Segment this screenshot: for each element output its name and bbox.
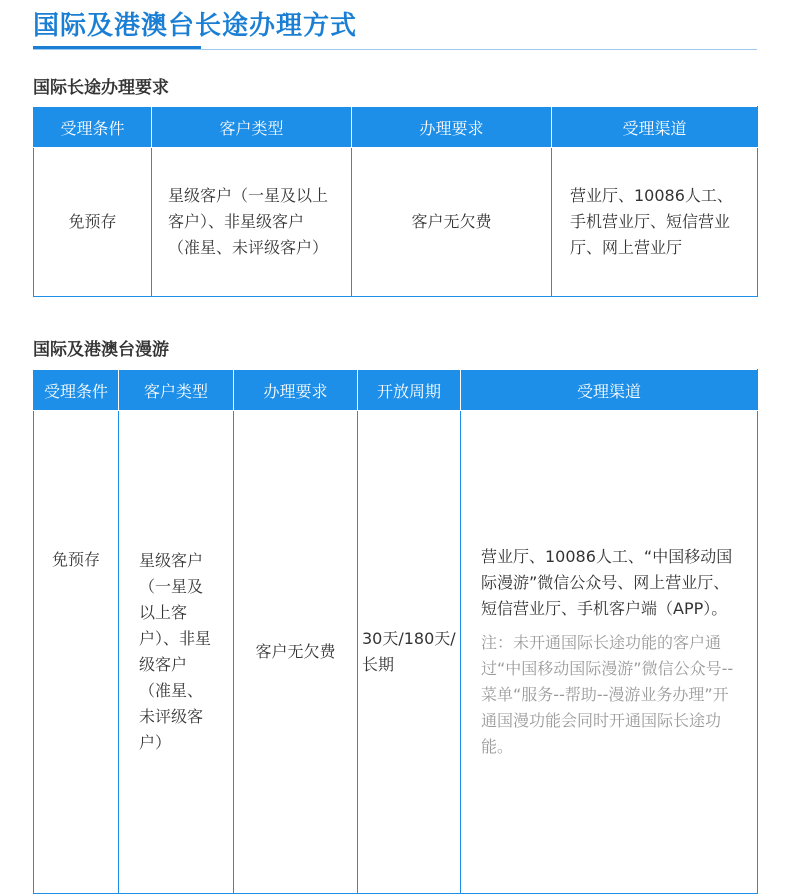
channels-text: 营业厅、10086人工、“中国移动国际漫游”微信公众号、网上营业厅、短信营业厅、手机客户端（APP）。 bbox=[481, 547, 733, 618]
condition-cell: 免预存 bbox=[34, 411, 119, 894]
column-header: 客户类型 bbox=[119, 370, 234, 411]
channels-cell: 营业厅、10086人工、手机营业厅、短信营业厅、网上营业厅 bbox=[552, 148, 758, 297]
intl-roaming-table bbox=[33, 369, 758, 894]
column-header: 受理渠道 bbox=[461, 370, 758, 411]
section-title-intl-long-distance: 国际长途办理要求 bbox=[33, 78, 169, 98]
title-underline bbox=[33, 46, 757, 52]
channels-cell bbox=[461, 411, 758, 894]
period-cell: 30天/180天/长期 bbox=[358, 411, 461, 894]
column-header: 办理要求 bbox=[352, 107, 552, 148]
page-title: 国际及港澳台长途办理方式 bbox=[33, 11, 358, 41]
column-header: 办理要求 bbox=[234, 370, 358, 411]
table-row bbox=[34, 411, 758, 894]
column-header: 客户类型 bbox=[152, 107, 352, 148]
requirement-cell: 客户无欠费 bbox=[352, 148, 552, 297]
customer-type-cell: 星级客户（一星及以上客户）、非星级客户（准星、未评级客户） bbox=[152, 148, 352, 297]
customer-type-cell: 星级客户（一星及以上客户）、非星级客户（准星、未评级客户） bbox=[119, 411, 234, 894]
column-header: 受理条件 bbox=[34, 370, 119, 411]
requirement-cell: 客户无欠费 bbox=[234, 411, 358, 894]
table-header-row bbox=[34, 370, 758, 411]
section-title-intl-roaming: 国际及港澳台漫游 bbox=[33, 340, 169, 360]
channels-note: 注：未开通国际长途功能的客户通过“中国移动国际漫游”微信公众号--菜单“服务--帮助--漫游业务办理”开通国漫功能会同时开通国际长途功能。 bbox=[481, 633, 734, 756]
column-header: 受理条件 bbox=[34, 107, 152, 148]
column-header: 受理渠道 bbox=[552, 107, 758, 148]
intl-long-distance-table bbox=[33, 106, 758, 297]
condition-cell: 免预存 bbox=[34, 148, 152, 297]
table-row bbox=[34, 148, 758, 297]
column-header: 开放周期 bbox=[358, 370, 461, 411]
table-header-row bbox=[34, 107, 758, 148]
